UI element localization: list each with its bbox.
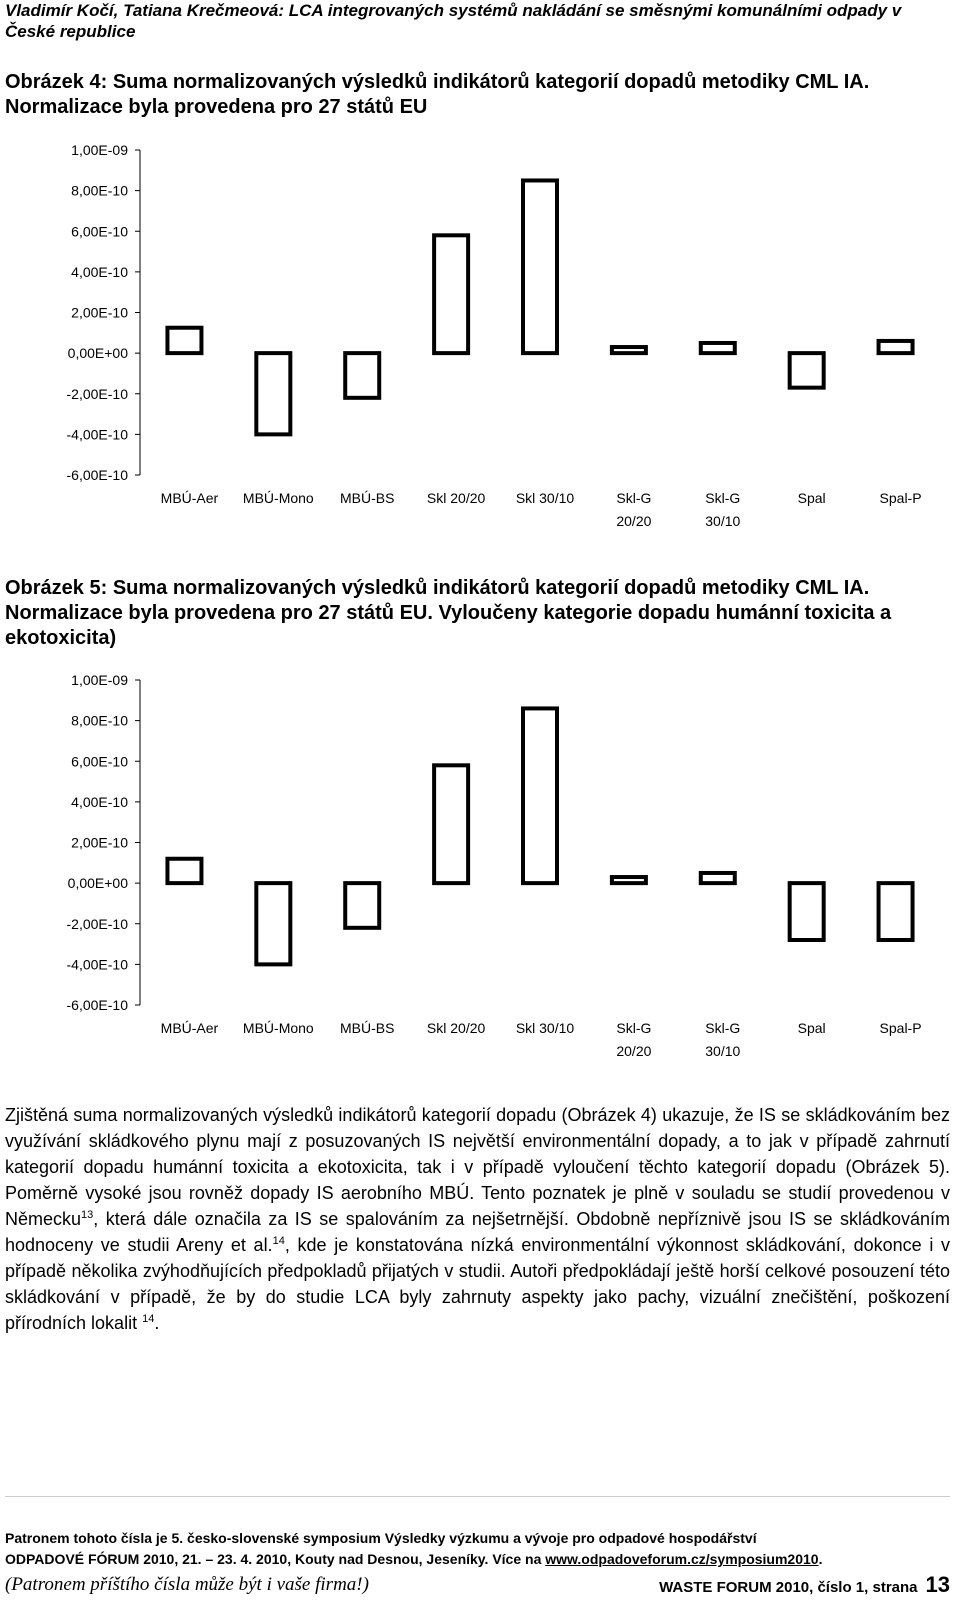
bar [523, 708, 557, 883]
y-tick-label: -4,00E-10 [66, 956, 128, 973]
y-tick-label: -2,00E-10 [66, 385, 128, 402]
y-tick-label: 6,00E-10 [71, 753, 128, 770]
bar [701, 343, 735, 353]
figure-5-caption: Obrázek 5: Suma normalizovaných výsledků indikátorů kategorií dopadů metodiky CML IA. Normalizace byla provedena pro 27 států EU. Vyloučeny kategorie dopadu humánní toxicita a ekotoxicita) [5, 577, 892, 649]
bar [612, 347, 646, 353]
category-label: MBÚ-Aer [160, 490, 219, 506]
figure-5-chart [0, 660, 960, 1070]
category-label: Skl-G [705, 490, 741, 506]
y-tick-label: 8,00E-10 [71, 712, 128, 729]
category-label: Skl-G [705, 1020, 741, 1036]
bar [345, 353, 379, 398]
category-label: 30/10 [705, 1043, 741, 1059]
footer-line-2: ODPADOVÉ FÓRUM 2010, 21. – 23. 4. 2010, Kouty nad Desnou, Jeseníky. Více na www.odpadoveforum.cz/symposium2010. [5, 1551, 823, 1567]
bar [790, 353, 824, 388]
category-label: MBÚ-Mono [242, 1020, 314, 1036]
category-label: MBÚ-BS [339, 1020, 395, 1036]
bar [879, 341, 913, 353]
category-label: 20/20 [616, 513, 652, 529]
y-tick-label: 2,00E-10 [71, 304, 128, 321]
category-label: Skl 20/20 [426, 1020, 486, 1036]
bar [434, 765, 468, 883]
running-head: Vladimír Kočí, Tatiana Krečmeová: LCA integrovaných systémů nakládání se směsnými komunálními odpady v České republice [5, 1, 902, 41]
y-tick-label: 0,00E+00 [67, 345, 128, 362]
category-label: Spal-P [879, 490, 922, 506]
category-label: Spal-P [879, 1020, 922, 1036]
bar [879, 883, 913, 940]
bar [523, 180, 557, 353]
bar [256, 353, 290, 434]
bar [790, 883, 824, 940]
journal-info: WASTE FORUM 2010, číslo 1, strana 13 [659, 1572, 950, 1597]
y-tick-label: -6,00E-10 [66, 467, 128, 483]
bar [612, 877, 646, 883]
y-tick-label: -6,00E-10 [66, 997, 128, 1013]
footer-patron-info [5, 1528, 950, 1570]
footer-line-1: Patronem tohoto čísla je 5. česko-slovenské symposium Výsledky výzkumu a vývoje pro odpadové hospodářství [5, 1530, 757, 1546]
category-label: Skl-G [616, 490, 652, 506]
category-label: Skl-G [616, 1020, 652, 1036]
category-label: MBÚ-Aer [160, 1020, 219, 1036]
body-paragraph: Zjištěná suma normalizovaných výsledků indikátorů kategorií dopadu (Obrázek 4) ukazuje, že IS se skládkováním bez využívání skládkového plynu mají z posuzovaných IS největší environmentální dopady, a to jak v případě zahrnutí kategorií dopadu humánní toxicita a ekotoxicita, tak i v případě vyloučení těchto kategorií dopadu (Obrázek 5). Poměrně vysoké jsou rovněž dopady IS aerobního MBÚ. Tento poznatek je plně v souladu se studií provedenou v Německu$^{13}$, která dále označila za IS se spalováním za nejšetrnější. Obdobně nepříznivě jsou IS se skládkováním hodnoceny ve studii Areny et al.$^{14}$, kde je konstatována nízká environmentální výkonnost skládkování, dokonce i v případě několika zvýhodňujících předpokladů přijatých v studii. Autoři předpokládají ještě horší celkové posouzení této skládkování v případě, že by do studie LCA byly zahrnuty aspekty jako pachy, vizuální znečištění, poškození přírodních lokalit $^{14}$. [5, 1105, 950, 1333]
bar [167, 859, 201, 883]
category-label: Spal [797, 490, 826, 506]
category-label: Spal [797, 1020, 826, 1036]
category-label: Skl 20/20 [426, 490, 486, 506]
category-label: MBÚ-BS [339, 490, 395, 506]
patron-next-note: (Patronem příštího čísla může být i vaše firma!) [5, 1574, 369, 1595]
footer-bottom [5, 1572, 950, 1600]
page-number: 13 [925, 1572, 950, 1597]
y-tick-label: 1,00E-09 [71, 672, 128, 688]
y-tick-label: -4,00E-10 [66, 426, 128, 443]
category-label: 20/20 [616, 1043, 652, 1059]
y-tick-label: -2,00E-10 [66, 915, 128, 932]
bar [167, 328, 201, 353]
bar [345, 883, 379, 928]
bar [256, 883, 290, 964]
y-tick-label: 8,00E-10 [71, 182, 128, 199]
symposium-link[interactable]: www.odpadoveforum.cz/symposium2010 [545, 1551, 819, 1567]
bar [701, 873, 735, 883]
y-tick-label: 2,00E-10 [71, 834, 128, 851]
y-tick-label: 6,00E-10 [71, 223, 128, 240]
y-tick-label: 4,00E-10 [71, 793, 128, 810]
footer-divider [5, 1496, 950, 1497]
figure-4-caption: Obrázek 4: Suma normalizovaných výsledků indikátorů kategorií dopadů metodiky CML IA. Normalizace byla provedena pro 27 států EU [5, 71, 870, 118]
y-tick-label: 4,00E-10 [71, 263, 128, 280]
category-label: MBÚ-Mono [242, 490, 314, 506]
figure-4-chart [0, 130, 960, 540]
category-label: Skl 30/10 [515, 490, 575, 506]
category-label: 30/10 [705, 513, 741, 529]
y-tick-label: 0,00E+00 [67, 875, 128, 892]
bar [434, 235, 468, 353]
y-tick-label: 1,00E-09 [71, 142, 128, 158]
category-label: Skl 30/10 [515, 1020, 575, 1036]
